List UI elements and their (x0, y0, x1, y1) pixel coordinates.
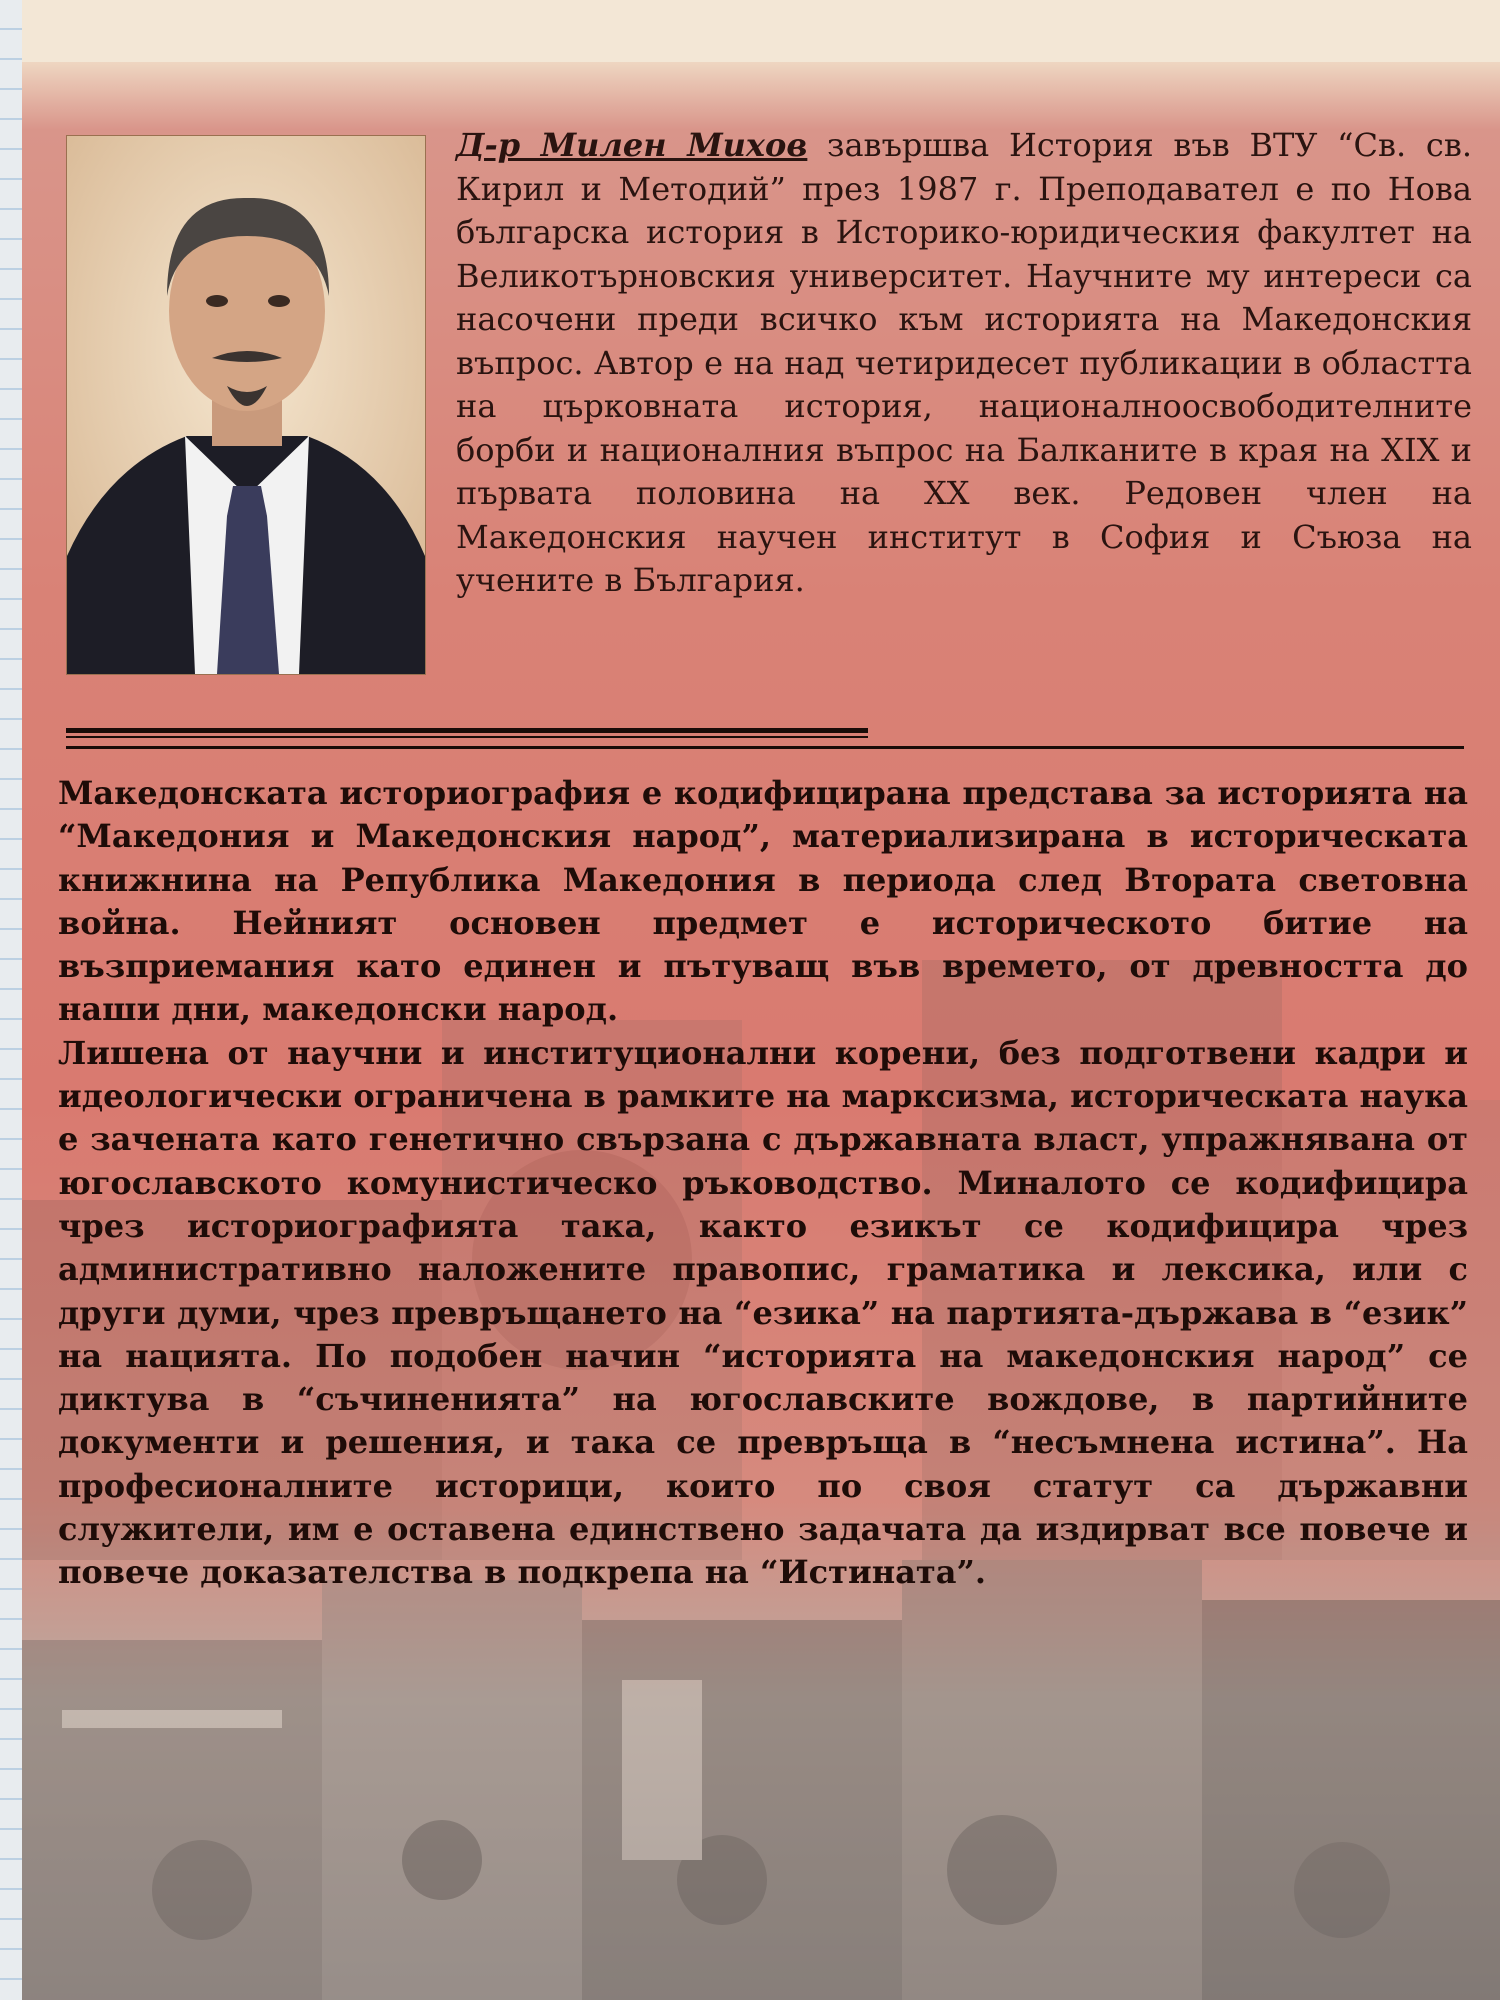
author-bio-text: завършва История във ВТУ “Св. св. Кирил и Методий” през 1987 г. Преподавател е по Нова българска история в Историко-юридическия факултет на Великотърновския университет. Научните му интереси са насочени преди всичко към историята на Македонския въпрос. Автор е на над четиридесет публикации в областта на църковната история, националноосвободителните борби и националния въпрос на Балканите в края на XIX и първата половина на XX век. Редовен член на Македонския научен институт в София и Съюза на учените в България. (456, 126, 1473, 599)
separator-short-rule (66, 728, 868, 733)
author-portrait (66, 135, 426, 675)
historical-photo-collage (22, 1560, 1500, 2000)
book-back-cover (22, 0, 1500, 2000)
separator-short-rule-thin (66, 736, 868, 738)
author-bio (456, 124, 1472, 603)
author-name: Д-р Милен Михов (456, 126, 808, 164)
description-paragraph-1: Македонската историография е кодифицирана представа за историята на “Македония и Македонския народ”, материализирана в историческата книжнина на Република Македония в периода след Втората световна война. Нейният основен предмет е историческото битие на възприемания като единен и пътуващ във времето, от древността до наши дни, македонски народ. (58, 774, 1468, 1029)
cover-top-band (22, 0, 1500, 62)
description-paragraph-2: Лишена от научни и институционални корени, без подготвени кадри и идеологически ограничена в рамките на марксизма, историческата наука е зачената като генетично свързана с държавната власт, упражнявана от югославското комунистическо ръководство. Миналото се кодифицира чрез историографията така, както езикът се кодифицира чрез административно наложените правопис, граматика и лексика, или с други думи, чрез превръщането на “езика” на партията-държава в “език” на нацията. По подобен начин “историята на македонския народ” се диктува в “съчиненията” на югославските вождове, в партийните документи и решения, и така се превръща в “несъмнена истина”. На професионалните историци, които по своя статут са държавни служители, им е оставена единствено задачата да издирват все повече и повече доказателства в подкрепа на “Истината”. (58, 1033, 1468, 1592)
book-description (58, 772, 1468, 1595)
notebook-paper-edge (0, 0, 24, 2000)
separator-long-rule (66, 746, 1464, 749)
